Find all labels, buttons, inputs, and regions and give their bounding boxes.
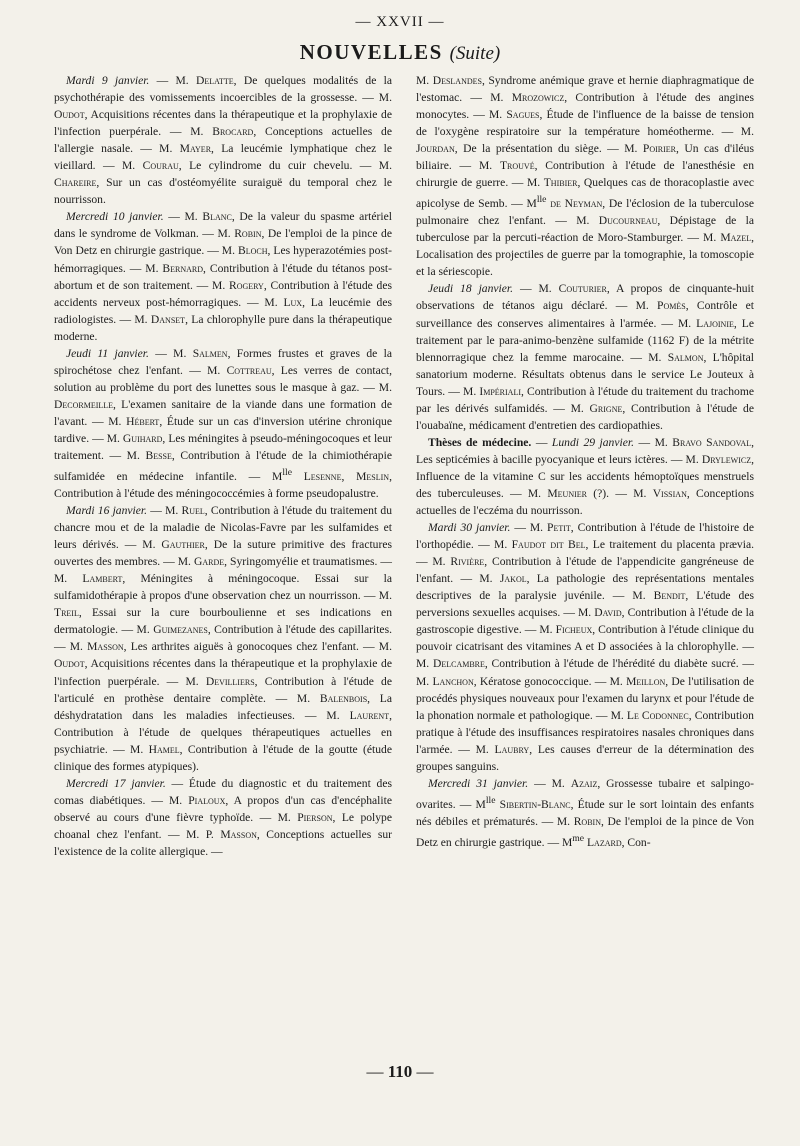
entry-paragraph: Jeudi 11 janvier. — M. Salmen, Formes frustes et graves de la spirochétose chez l'enfant. — M. Cottreau, Les verres de contact, solution au problème du port des lunettes sous le masque à gaz. — M. Decormeille, L'examen sanitaire de la viande dans une formation de l'avant. — M. Hébert, Étude sur un cas d'inversion utérine chronique tardive. — M. Guihard, Les méningites à pseudo-méningocoques et leur traitement. — M. Besse, Contribution à l'étude de la chimiothérapie sulfamidée en médecine infantile. — $M^{lle}$ Lesenne, Meslin, Contribution à l'étude des méningococcémies à forme pseudopalustre. (54, 346, 393, 500)
entry-paragraph: Jeudi 18 janvier. — M. Couturier, A propos de cinquante-huit observations de tétanos aigu déclaré. — M. Pomès, Contrôle et surveillance des conserves alimentaires à l'armée. — M. Lajoinie, Le traitement par le para-animo-benzène sulfamide (1162 F) de la métrite blennorragique chez la femme marocaine. — M. Salmon, L'hôpital sanatorium moderne. Résultats obtenus dans le service Le Jouteux à Tours. — M. Impériali, Contribution à l'étude du traitement du trachome par les dérivés sulfamidés. — M. Grigne, Contribution à l'étude de l'ouabaïne, médicament d'entretien des cardiopathies. (416, 282, 755, 432)
entry-paragraph: Mardi 16 janvier. — M. Ruel, Contribution à l'étude du traitement du chancre mou et de la maladie de Nicolas-Favre par les sulfamides et leurs dérivés. — M. Gauthier, De la suture primitive des fractures ouvertes des membres. — M. Garde, Syringomyélie et traumatismes. — M. Lambert, Méningites à méningocoque. Essai sur la sulfamidothérapie à propos d'une observation chez un nourrisson. — M. Treil, Essai sur la cure bourboulienne et ses indications en dermatologie. — M. Guimezanes, Contribution à l'étude des capillarites. — M. Masson, Les arthrites aiguës à gonocoques chez l'enfant. — M. Oudot, Acquisitions récentes dans la thérapeutique et la prophylaxie de l'infection puerpérale. — M. Devilliers, Contribution à l'étude de l'articulé en prothèse dentaire complète. — M. Balenbois, La déshydratation dans les maladies infectieuses. — M. Laurent, Contribution à l'étude de quelques thérapeutiques actuelles en psychiatrie. — M. Hamel, Contribution à l'étude de la goutte (étude clinique des formes atypiques). (54, 504, 393, 773)
two-column-body (54, 72, 754, 1072)
page-number-footer: — 110 — (366, 1062, 434, 1081)
entry-paragraph: M. Deslandes, Syndrome anémique grave et hernie diaphragmatique de l'estomac. — M. Mrozowicz, Contribution à l'étude des angines monocytes. — M. Sagues, Étude de l'influence de la baisse de tension de l'oxygène respiratoire sur la température homéotherme. — M. Jourdan, De la présentation du siège. — M. Poirier, Un cas d'iléus biliaire. — M. Trouvé, Contribution à l'étude de l'anesthésie en chirurgie de guerre. — M. Thibier, Quelques cas de thoracoplastie avec apicolyse de Semb. — $M^{lle}$ de Neyman, De l'éclosion de la tuberculose pulmonaire chez l'enfant. — M. Ducourneau, Dépistage de la tuberculose par la percuti-réaction de Moro-Stamburger. — M. Mazel, Localisation des projectiles de guerre par la tomographie, la tomoscopie et la sériescopie. (416, 74, 755, 279)
entry-paragraph: Mercredi 17 janvier. — Étude du diagnostic et du traitement des comas diabétiques. — M. Pialoux, A propos d'un cas d'encéphalite observé au cours d'une fièvre typhoïde. — M. Pierson, Le polype choanal chez l'enfant. — M. P. Masson, Conceptions actuelles sur l'existence de la colite allergique. — (54, 776, 392, 858)
roman-folio: — XXVII — (355, 14, 445, 30)
page-number: 110 (387, 1062, 413, 1081)
section-title (0, 40, 800, 65)
section-title-suite: (Suite) (449, 43, 501, 64)
entry-paragraph: Mardi 30 janvier. — M. Petit, Contribution à l'étude de l'histoire de l'orthopédie. — M. Faudot dit Bel, Le traitement du placenta prævia. — M. Rivière, Contribution à l'étude de l'appendicite gangréneuse de l'enfant. — M. Jakol, La pathologie des représentations mentales descriptives de la paralysie juvénile. — M. Bendit, L'étude des perversions sexuelles acquises. — M. David, Contribution à l'étude de la gastroscopie digestive. — M. Ficheux, Contribution à l'étude clinique du pouvoir cicatrisant des vitamines A et D associées à la chlorophylle. — M. Delcambre, Contribution à l'étude de l'hérédité du diabète sucré. — M. Lanchon, Kératose gonococcique. — M. Meillon, De l'utilisation de procédés physiques nouveaux pour l'examen du larynx et pour l'étude de la phonation normale et pathologique. — M. Le Codonnec, Contribution pratique à l'étude des insuffisances respiratoires nasales chroniques dans l'armée. — M. Laubry, Les causes d'erreur de la détermination des groupes sanguins. (416, 521, 754, 773)
section-title-main: NOUVELLES (299, 40, 443, 64)
entry-paragraph: Mercredi 10 janvier. — M. Blanc, De la valeur du spasme artériel dans le syndrome de Volkman. — M. Robin, De l'emploi de la pince de Von Detz en chirurgie gastrique. — M. Bloch, Les hyperazotémies post-hémorragiques. — M. Bernard, Contribution à l'étude du tétanos post-abortum et de son traitement. — M. Rogery, Contribution à l'étude des accidents nerveux post-hémorragiques. — M. Lux, La leucémie des radiologistes. — M. Danset, La chlorophylle pure dans la thérapeutique moderne. (54, 210, 393, 343)
entry-paragraph: Thèses de médecine. — Lundi 29 janvier. — M. Bravo Sandoval, Les septicémies à bacille pyocyanique et leurs ictères. — M. Drylewicz, Influence de la vitamine C sur les accidents hémoptoïques menstruels des tuberculeuses. — M. Meunier (?). — M. Vissian, Conceptions actuelles de l'eczéma du nourrisson. (416, 435, 754, 518)
entry-paragraph: Mardi 9 janvier. — M. Delatte, De quelques modalités de la psychothérapie des vomissements incoercibles de la grossesse. — M. Oudot, Acquisitions récentes dans la thérapeutique et la prophylaxie de l'infection puerpérale. — M. Brocard, Conceptions actuelles de l'allergie nasale. — M. Mayer, La leucémie lymphatique chez le vieillard. — M. Courau, Le cylindrome du cuir chevelu. — M. Chareire, Sur un cas d'ostéomyélite suraiguë du temporal chez le nourrisson. (54, 74, 393, 207)
left-column (54, 72, 392, 1072)
right-column (416, 72, 754, 1072)
entry-paragraph: Mercredi 31 janvier. — M. Azaiz, Grossesse tubaire et salpingo-ovarites. — $M^{lle}$ Sibertin-Blanc, Étude sur le sort lointain des enfants nés débiles et prématurés. — M. Robin, De l'emploi de la pince de Von Detz en chirurgie gastrique. — $M^{me}$ Lazard, Con- (416, 776, 754, 849)
